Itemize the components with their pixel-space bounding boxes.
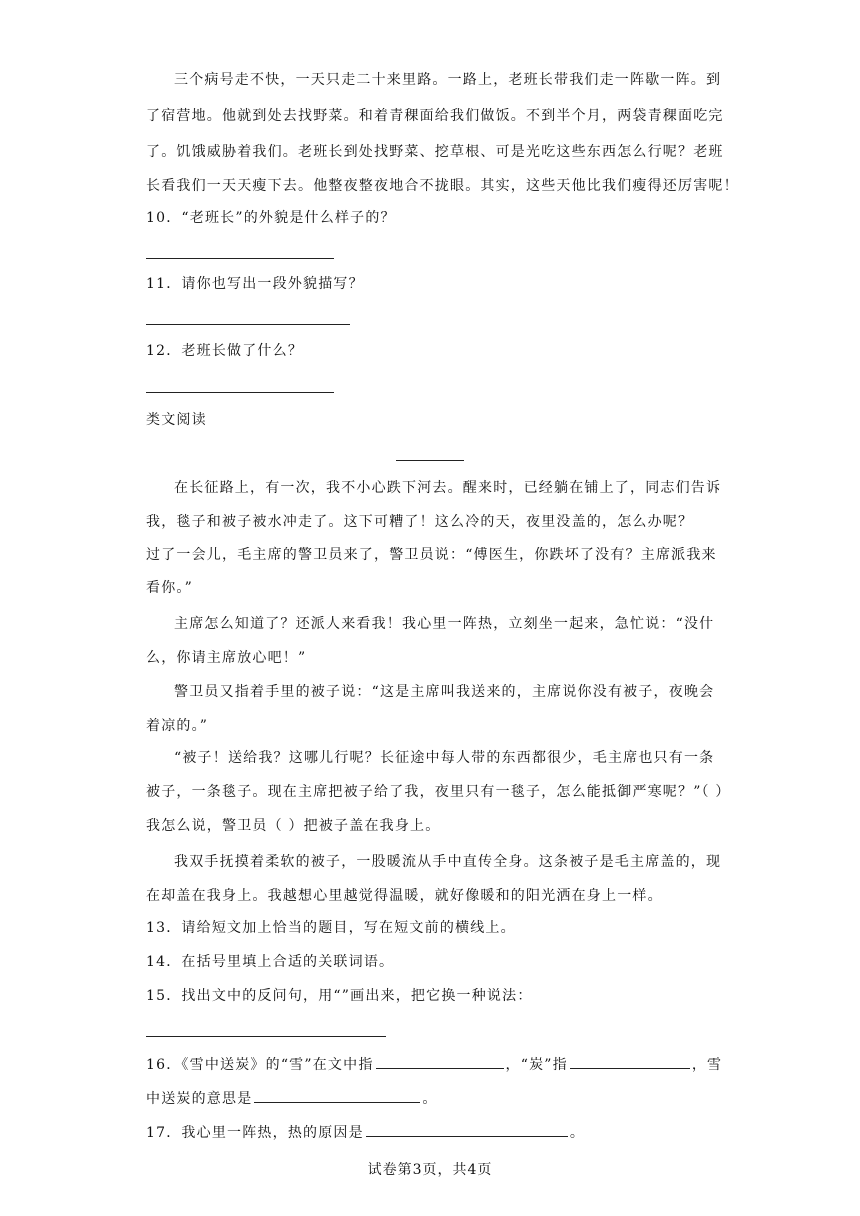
- passage1-line-1: 三个病号走不快，一天只走二十来里路。一路上，老班长带我们走一阵歇一阵。到: [174, 72, 722, 88]
- answer-line-12[interactable]: [146, 392, 334, 393]
- question-15: 15．找出文中的反问句，用“”画出来，把它换一种说法：: [146, 988, 533, 1004]
- question-12: 12．老班长做了什么？: [146, 343, 304, 359]
- passage2-line-13: 在却盖在我身上。我越想心里越觉得温暖，就好像暖和的阳光洒在身上一样。: [146, 888, 663, 904]
- answer-line-10[interactable]: [146, 258, 334, 259]
- question-16-part-c: ，雪: [691, 1057, 723, 1073]
- title-answer-line[interactable]: [396, 460, 464, 461]
- passage1-line-3: 了。饥饿威胁着我们。老班长到处找野菜、挖草根、可是光吃这些东西怎么行呢？老班: [146, 144, 724, 160]
- passage2-line-2: 我，毯子和被子被水冲走了。这下可糟了！这么冷的天，夜里没盖的，怎么办呢？: [146, 514, 694, 530]
- answer-line-11[interactable]: [146, 324, 350, 325]
- section-heading: 类文阅读: [146, 412, 207, 428]
- answer-line-15[interactable]: [146, 1036, 386, 1037]
- question-11: 11．请你也写出一段外貌描写？: [146, 276, 364, 292]
- blank-charcoal-meaning[interactable]: [570, 1054, 690, 1069]
- blank-snow-meaning[interactable]: [376, 1054, 504, 1069]
- question-16-part-a: 16．《雪中送炭》的“雪”在文中指: [146, 1057, 374, 1073]
- question-13: 13．请给短文加上恰当的题目，写在短文前的横线上。: [146, 920, 516, 936]
- passage2-line-7: 警卫员又指着手里的被子说：“这是主席叫我送来的，主席说你没有被子，夜晚会: [174, 684, 715, 700]
- question-17: [146, 1122, 716, 1143]
- passage2-line-1: 在长征路上，有一次，我不小心跌下河去。醒来时，已经躺在铺上了，同志们告诉: [174, 480, 722, 496]
- passage2-line-12: 我双手抚摸着柔软的被子，一股暖流从手中直传全身。这条被子是毛主席盖的，现: [174, 854, 722, 870]
- blank-idiom-meaning[interactable]: [254, 1088, 420, 1103]
- passage1-line-2: 了宿营地。他就到处去找野菜。和着青稞面给我们做饭。不到半个月，两袋青稞面吃完: [146, 108, 724, 124]
- page-footer: 试卷第3页，共4页: [367, 1162, 493, 1178]
- passage2-line-8: 着凉的。”: [146, 718, 209, 734]
- question-16-part-b: ，“炭”指: [505, 1057, 568, 1073]
- question-10: 10．“老班长”的外貌是什么样子的？: [146, 210, 396, 226]
- question-17-part-b: 。: [569, 1125, 586, 1141]
- passage2-line-4: 看你。”: [146, 580, 193, 596]
- blank-reason[interactable]: [366, 1122, 568, 1137]
- question-16-line-1: [146, 1054, 723, 1075]
- passage2-line-5: 主席怎么知道了？还派人来看我！我心里一阵热，立刻坐一起来，急忙说：“没什: [174, 616, 715, 632]
- question-16-part-e: 。: [422, 1091, 438, 1107]
- question-16-line-2: [146, 1088, 716, 1109]
- question-14: 14．在括号里填上合适的关联词语。: [146, 954, 395, 970]
- passage2-line-3: 过了一会儿，毛主席的警卫员来了，警卫员说：“傅医生，你跌坏了没有？主席派我来: [146, 547, 717, 563]
- passage2-line-11: 我怎么说，警卫员（ ）把被子盖在我身上。: [146, 818, 441, 834]
- question-17-part-a: 17．我心里一阵热，热的原因是: [146, 1125, 364, 1141]
- passage2-line-9: “被子！送给我？这哪儿行呢？长征途中每人带的东西都很少，毛主席也只有一条: [174, 750, 715, 766]
- question-16-part-d: 中送炭的意思是: [146, 1091, 253, 1107]
- passage2-line-10: 被子，一条毯子。现在主席把被子给了我，夜里只有一毯子，怎么能抵御严寒呢？”（ ）: [146, 784, 731, 800]
- passage1-line-4: 长看我们一天天瘦下去。他整夜整夜地合不拢眼。其实，这些天他比我们瘦得还厉害呢！: [146, 178, 739, 194]
- passage2-line-6: 么，你请主席放心吧！”: [146, 650, 307, 666]
